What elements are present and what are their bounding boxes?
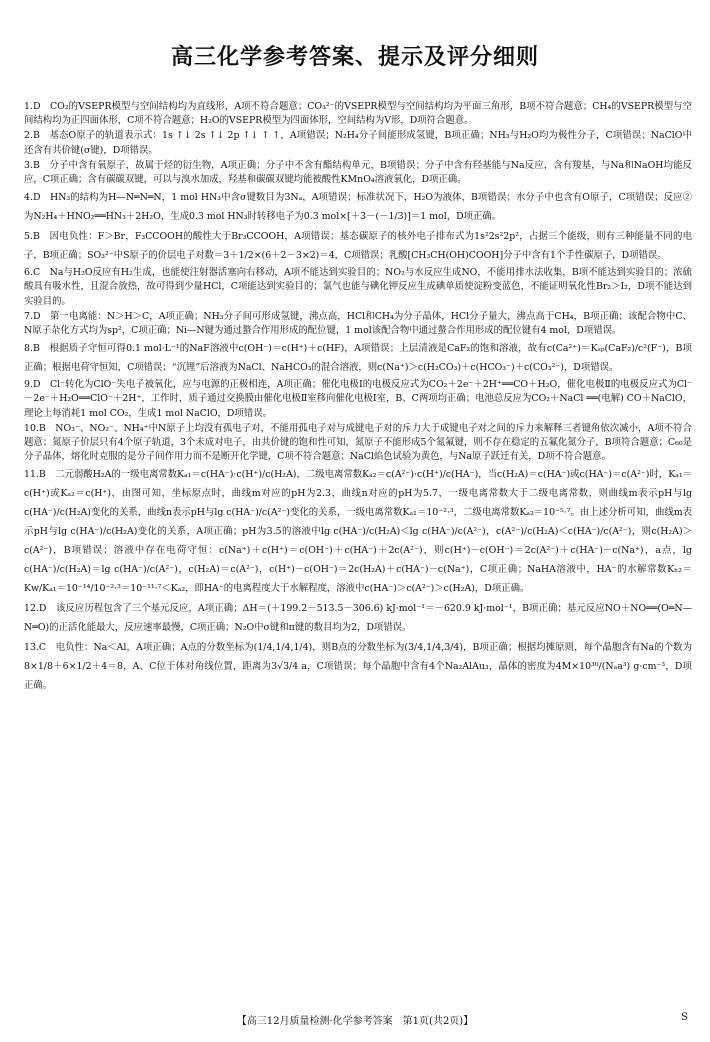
answer-list <box>24 100 692 695</box>
answer-item-6: 6.C Na与H₂O反应有H₂生成，也能使注射器活塞向右移动，A项不能达到实验目的；NO₂与水反应生成NO，不能用排水法收集，B项不能达到实验目的；浓硫酸具有吸水性，且混合放热，故可得到少量HCl，C项能达到实验目的；氯气也能与碘化钾反应生成碘单质使淀粉变蓝色，不能证明氧化性Br₂＞I₂，D项不能达到实验目的。 <box>24 267 692 307</box>
answer-item-11: 11.B 二元弱酸H₂A的一级电离常数Kₐ₁＝c(HA⁻)·c(H⁺)/c(H₂A)，二级电离常数Kₐ₂＝c(A²⁻)·c(H⁺)/c(HA⁻)，当c(H₂A)＝c(HA⁻)或c(HA⁻)＝c(A²⁻)时，Kₐ₁＝c(H⁺)或Kₐ₂＝c(H⁺)，由图可知，坐标原点时，曲线m对应的pH为2.3，曲线n对应的pH为5.7，一级电离常数大于二级电离常数，则曲线m表示pH与lg c(HA⁻)/c(H₂A)变化的关系，曲线n表示pH与lg c(HA⁻)/c(A²⁻)变化的关系，一级电离常数Kₐ₁＝10⁻²·³，二级电离常数Kₐ₂＝10⁻⁵·⁷。由上述分析可知，曲线m表示pH与lg c(HA⁻)/c(H₂A)变化的关系，A项正确；pH为3.5的溶液中lg c(HA⁻)/c(H₂A)＜lg c(HA⁻)/c(A²⁻)，c(A²⁻)/c(H₂A)＜c(HA⁻)/c(A²⁻)，则c(H₂A)＞c(A²⁻)，B项错误；溶液中存在电荷守恒：c(Na⁺)＋c(H⁺)＝c(OH⁻)＋c(HA⁻)＋2c(A²⁻)，则c(H⁺)－c(OH⁻)＝2c(A²⁻)＋c(HA⁻)－c(Na⁺)，a点，lg c(HA⁻)/c(H₂A)＝lg c(HA⁻)/c(A²⁻)，c(H₂A)＝c(A²⁻)，c(H⁺)－c(OH⁻)＝2c(H₂A)＋c(HA⁻)－c(Na⁺)，C项正确；NaHA溶液中，HA⁻的水解常数Kₕ₂＝Kw/Kₐ₁＝10⁻¹⁴/10⁻²·³＝10⁻¹¹·⁷＜Kₐ₂，即HA⁻的电离程度大于水解程度，溶液中c(HA⁻)＞c(A²⁻)＞c(H₂A)，D项正确。 <box>24 469 692 595</box>
answer-item-8: 8.B 根据质子守恒可得0.1 mol·L⁻¹的NaF溶液中c(OH⁻)＝c(H⁺)＋c(HF)，A项错误；上层清液是CaF₂的饱和溶液，故有c(Ca²⁺)＝Kₛₚ(CaF₂)/c²(F⁻)，B项正确；根据电荷守恒知，C项错误；“沉锂”后溶液为NaCl、NaHCO₃的混合溶液，则c(Na⁺)＞c(H₂CO₃)＋c(HCO₃⁻)＋c(CO₃²⁻)，D项错误。 <box>24 343 692 374</box>
page-footer: 【高三12月质量检测·化学参考答案 第1页(共2页)】 <box>236 1016 474 1027</box>
answer-item-3: 3.B 分子中含有氧原子，故属于烃的衍生物，A项正确；分子中不含有酯结构单元，B项错误；分子中含有羟基能与Na反应，含有羧基，与Na和NaOH均能反应，C项正确；含有碳碳双键，可以与溴水加成，羟基和碳碳双键均能被酸性KMnO₄溶液氧化，D项正确。 <box>24 159 692 186</box>
footer-mark: S <box>681 1012 688 1023</box>
answer-item-13: 13.C 电负性：Na＜Al，A项正确；A点的分数坐标为(1/4,1/4,1/4)，则B点的分数坐标为(3/4,1/4,3/4)，B项正确；根据均摊原则，每个晶胞含有Na的个数为8×1/8＋6×1/2＋4＝8，A、C位于体对角线位置，距离为3√3/4 a，C项错误；每个晶胞中含有4个Na₂AlAu₃，晶体的密度为4M×10³⁰/(Nₐa³) g·cm⁻³，D项正确。 <box>24 642 692 692</box>
answer-item-2: 2.B 基态O原子的轨道表示式：1s ↑↓ 2s ↑↓ 2p ↑↓ ↑ ↑，A项错误；N₂H₄分子间能形成氢键，B项正确；NH₃与H₂O均为极性分子，C项错误；NaClO中还含有共价键(σ键)，D项错误。 <box>24 130 692 156</box>
answer-item-5: 5.B 因电负性：F＞Br，F₃CCOOH的酸性大于Br₃CCOOH，A项错误；基态碳原子的核外电子排布式为1s²2s²2p²，占据三个能级，则有三种能量不同的电子，B项正确；SO₃²⁻中S原子的价层电子对数＝3＋1/2×(6＋2－3×2)＝4，C项错误；乳酸[CH₃CH(OH)COOH]分子中含有1个手性碳原子，D项错误。 <box>24 231 692 262</box>
answer-item-9: 9.D Cl⁻转化为ClO⁻失电子被氧化，应与电源的正极相连，A项正确；催化电极Ⅰ的电极反应式为CO₂＋2e⁻＋2H⁺══CO＋H₂O，催化电极Ⅱ的电极反应式为Cl⁻－2e⁻＋H₂O══ClO⁻＋2H⁺，工作时，质子通过交换膜由催化电极Ⅱ室移向催化电极Ⅰ室，B、C两项均正确；电池总反应为CO₂＋NaCl ══(电解) CO＋NaClO，理论上每消耗1 mol CO₂，生成1 mol NaClO，D项错误。 <box>24 379 692 419</box>
answer-item-10: 10.B NO₃⁻、NO₂⁻、NH₄⁺中N原子上均没有孤电子对，不能用孤电子对与成键电子对的斥力大于成键电子对之间的斥力来解释三者键角依次减小，A项不符合题意；氮原子价层只有4个原子轨道，3个未成对电子，由共价键的饱和性可知，氮原子不能形成5个氮氟键，则不存在稳定的五氟化氮分子，B项符合题意；C₆₀是分子晶体，熔化时克服的是分子间作用力而不是断开化学键，C项不符合题意；NaCl焰色试验为黄色，与Na原子跃迁有关，D项不符合题意。 <box>24 422 692 463</box>
answer-item-12: 12.D 该反应历程包含了三个基元反应，A项正确；ΔH＝(＋199.2－513.5－306.6) kJ·mol⁻¹＝－620.9 kJ·mol⁻¹，B项正确；基元反应NO＋NO══(O═N—N═O)的正活化能最大，反应速率最慢，C项正确；N₂O中σ键和π键的数目均为2，D项错误。 <box>24 603 692 634</box>
answer-item-4: 4.D HN₃的结构为H—N═N═N，1 mol HN₃中含σ键数目为3Nₐ，A项错误；标准状况下，H₂O为液体，B项错误；水分子中也含有O原子，C项错误；反应②为N₂H₄＋HNO₂══HN₃＋2H₂O，生成0.3 mol HN₃时转移电子为0.3 mol×[＋3－(－1/3)]＝1 mol，D项正确。 <box>24 192 692 223</box>
answer-item-1: 1.D CO₂的VSEPR模型与空间结构均为直线形，A项不符合题意；CO₃²⁻的VSEPR模型与空间结构均为平面三角形，B项不符合题意；CH₄的VSEPR模型与空间结构均为正四面体形，C项不符合题意；H₂O的VSEPR模型为四面体形，空间结构为V形，D项符合题意。 <box>24 101 692 127</box>
answer-item-7: 7.D 第一电离能：N＞H＞C，A项正确；NH₃分子间可形成氢键，沸点高，HCl和CH₄为分子晶体，HCl分子量大，沸点高于CH₄，B项正确；该配合物中C、N原子杂化方式均为sp²，C项正确；Ni—N键为通过螯合作用形成的配位键，1 mol该配合物中通过螯合作用形成的配位键有4 mol，D项错误。 <box>24 310 692 337</box>
page-title: 高三化学参考答案、提示及评分细则 <box>170 45 539 70</box>
